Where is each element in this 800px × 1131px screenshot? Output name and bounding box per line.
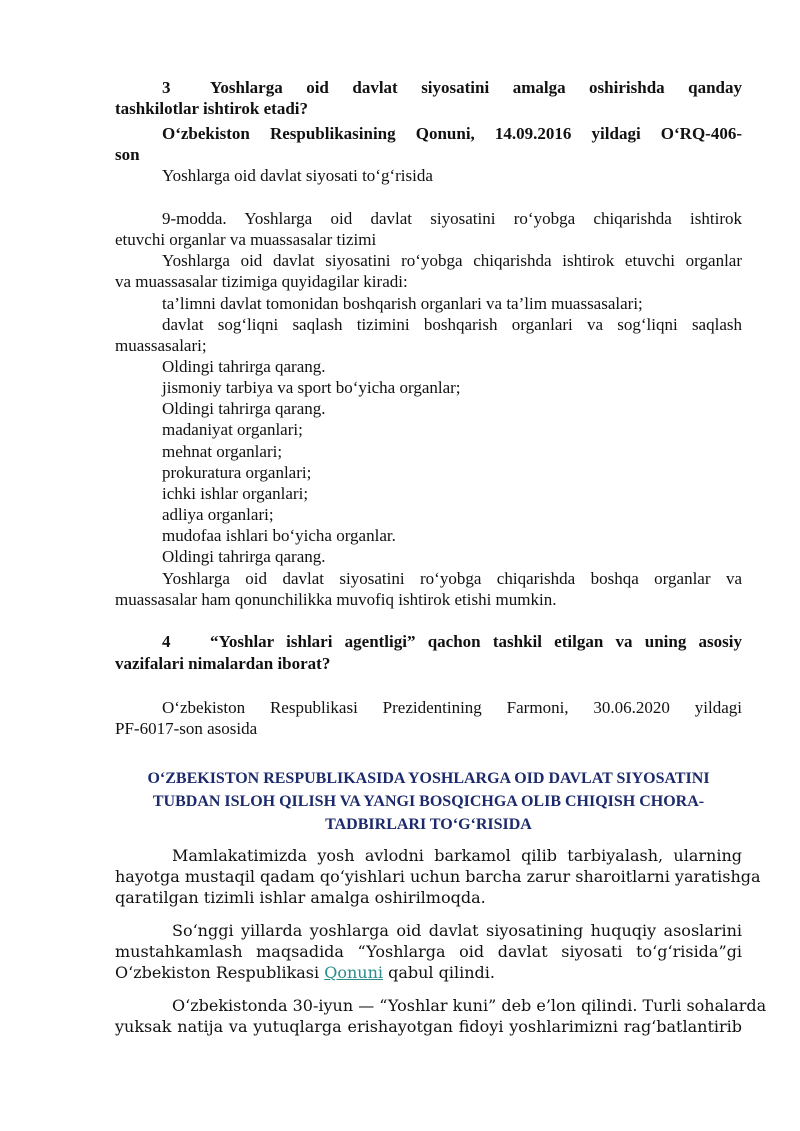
- article-9-closing-line2: muassasalar ham qonunchilikka muvofiq ishtirok etishi mumkin.: [115, 590, 557, 609]
- decree-paragraph-2-line2: mustahkamlash maqsadida “Yoshlarga oid davlat siyosati to‘g‘risida”gi: [115, 942, 742, 961]
- article-9-closing-line1: Yoshlarga oid davlat siyosatini ro‘yobga chiqarishda boshqa organlar va: [162, 569, 742, 588]
- decree-paragraph-1-line3: qaratilgan tizimli ishlar amalga oshirilmoqda.: [115, 888, 486, 907]
- decree-heading-line1: O‘ZBEKISTON RESPUBLIKASIDA YOSHLARGA OID DAVLAT SIYOSATINI: [147, 770, 710, 787]
- decree-paragraph-3-line2: yuksak natija va yutuqlarga erishayotgan fidoyi yoshlarimizni rag‘batlantirib: [115, 1017, 742, 1036]
- previous-edition-link[interactable]: Oldingi tahrirga qarang.: [162, 399, 326, 418]
- decree-paragraph-3-line1: O‘zbekistonda 30-iyun — “Yoshlar kuni” deb e’lon qilindi. Turli sohalarda: [172, 996, 767, 1015]
- article-9-intro-line1: Yoshlarga oid davlat siyosatini ro‘yobga chiqarishda ishtirok etuvchi organlar: [162, 251, 742, 270]
- list-item: mehnat organlari;: [162, 442, 283, 461]
- list-item: muassasalari;: [115, 336, 207, 355]
- previous-edition-link[interactable]: Oldingi tahrirga qarang.: [162, 547, 326, 566]
- law-link[interactable]: Qonuni: [324, 963, 383, 982]
- list-item: prokuratura organlari;: [162, 463, 312, 482]
- question-3-number: 3: [162, 78, 171, 97]
- decree-paragraph-1-line2: hayotga mustaqil qadam qo‘yishlari uchun barcha zarur sharoitlarni yaratishga: [115, 867, 761, 886]
- decree-heading-line3: TADBIRLARI TO‘G‘RISIDA: [325, 816, 532, 833]
- question-3-title-line2: tashkilotlar ishtirok etadi?: [115, 99, 309, 118]
- article-9-intro-line2: va muassasalar tizimiga quyidagilar kiradi:: [115, 272, 408, 291]
- decree-paragraph-1-line1: Mamlakatimizda yosh avlodni barkamol qilib tarbiyalash, ularning: [172, 846, 742, 865]
- list-item: jismoniy tarbiya va sport bo‘yicha organlar;: [162, 378, 461, 397]
- law-title: Yoshlarga oid davlat siyosati to‘g‘risida: [162, 166, 433, 185]
- list-item: mudofaa ishlari bo‘yicha organlar.: [162, 526, 396, 545]
- decree-reference-line2: PF-6017-son asosida: [115, 719, 258, 738]
- list-item: davlat sog‘liqni saqlash tizimini boshqarish organlari va sog‘liqni saqlash: [162, 315, 742, 334]
- decree-paragraph-2-line3: O‘zbekiston Respublikasi Qonuni qabul qilindi.: [115, 963, 495, 982]
- decree-heading-line2: TUBDAN ISLOH QILISH VA YANGI BOSQICHGA OLIB CHIQISH CHORA-: [152, 793, 705, 810]
- question-3-title-line1: 3 Yoshlarga oid davlat siyosatini amalga oshirishda qanday: [162, 78, 742, 97]
- list-item: madaniyat organlari;: [162, 420, 303, 439]
- decree-paragraph-2-line1: So‘nggi yillarda yoshlarga oid davlat siyosatining huquqiy asoslarini: [172, 921, 742, 940]
- decree-reference-line1: O‘zbekiston Respublikasi Prezidentining Farmoni, 30.06.2020 yildagi: [162, 698, 742, 717]
- list-item: ichki ishlar organlari;: [162, 484, 309, 503]
- law-reference-line2: son: [115, 145, 140, 164]
- list-item: ta’limni davlat tomonidan boshqarish organlari va ta’lim muassasalari;: [162, 294, 643, 313]
- article-9-heading-line2: etuvchi organlar va muassasalar tizimi: [115, 230, 377, 249]
- law-reference-line1: O‘zbekiston Respublikasining Qonuni, 14.09.2016 yildagi O‘RQ-406-: [162, 124, 742, 143]
- list-item: adliya organlari;: [162, 505, 274, 524]
- article-9-heading-line1: 9-modda. Yoshlarga oid davlat siyosatini ro‘yobga chiqarishda ishtirok: [162, 209, 742, 228]
- question-4-title-line1: 4 “Yoshlar ishlari agentligi” qachon tashkil etilgan va uning asosiy: [162, 632, 742, 651]
- previous-edition-link[interactable]: Oldingi tahrirga qarang.: [162, 357, 326, 376]
- question-4-title-line2: vazifalari nimalardan iborat?: [115, 654, 331, 673]
- question-4-number: 4: [162, 632, 171, 651]
